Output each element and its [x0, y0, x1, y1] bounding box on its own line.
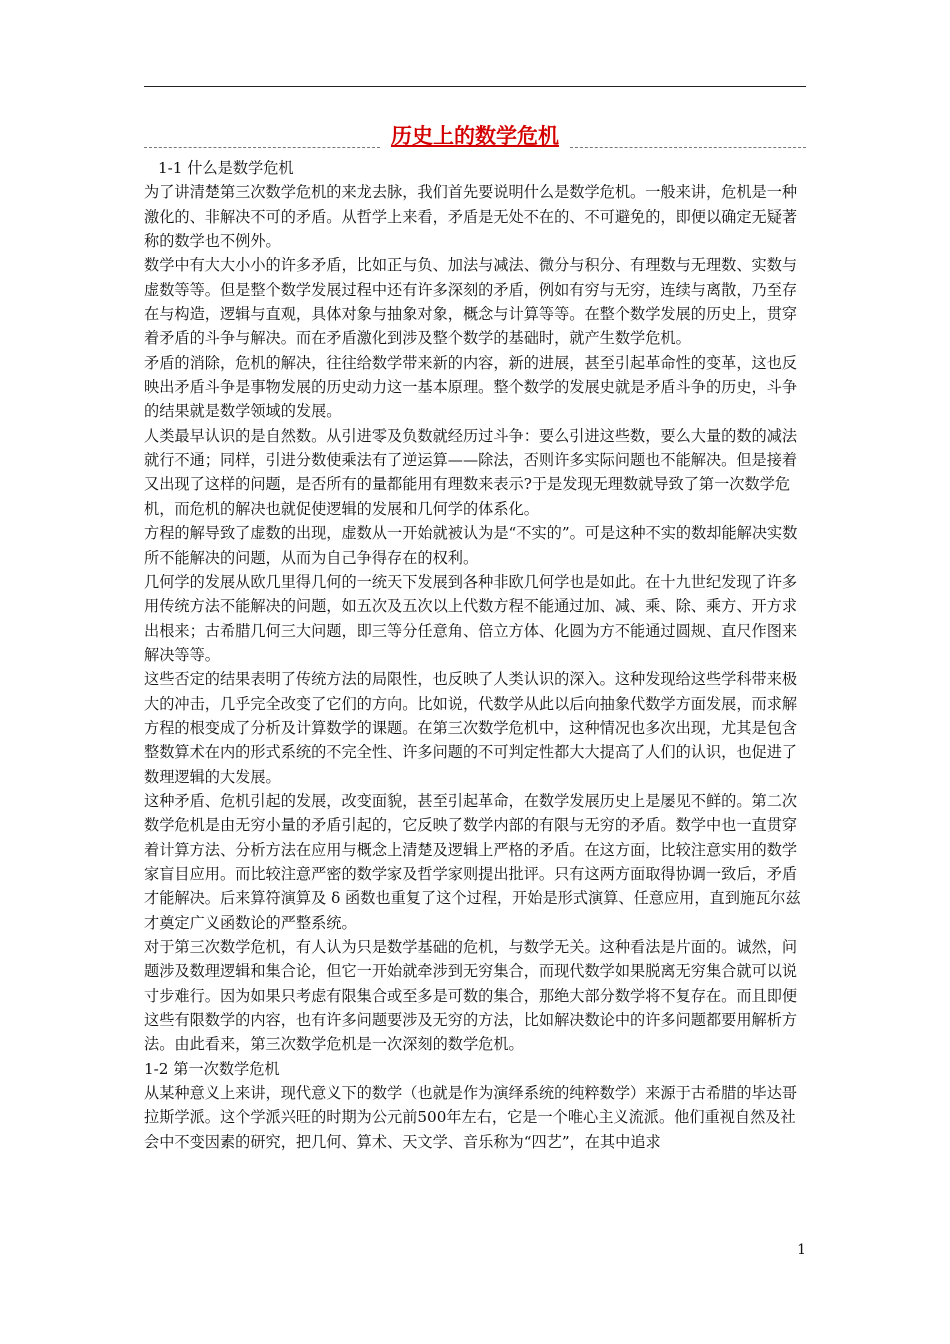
paragraph: 从某种意义上来讲，现代意义下的数学（也就是作为演绎系统的纯粹数学）来源于古希腊的毕达哥拉斯学派。这个学派兴旺的时期为公元前500年左右，它是一个唯心主义流派。他们重视自然及社会中不变因素的研究，把几何、算术、天文学、音乐称为“四艺”，在其中追求: [144, 1084, 798, 1151]
paragraph: 对于第三次数学危机，有人认为只是数学基础的危机，与数学无关。这种看法是片面的。诚然，问题涉及数理逻辑和集合论，但它一开始就牵涉到无穷集合，而现代数学如果脱离无穷集合就可以说寸步难行。因为如果只考虑有限集合或至多是可数的集合，那绝大部分数学将不复存在。而且即便这些有限数学的内容，也有许多问题要涉及无穷的方法，比如解决数论中的许多问题都要用解析方法。由此看来，第三次数学危机是一次深刻的数学危机。: [144, 938, 798, 1054]
paragraph: 数学中有大大小小的许多矛盾，比如正与负、加法与减法、微分与积分、有理数与无理数、实数与虚数等等。但是整个数学发展过程中还有许多深刻的矛盾，例如有穷与无穷，连续与离散，乃至存在与构造，逻辑与直观，具体对象与抽象对象，概念与计算等等。在整个数学发展的历史上，贯穿着矛盾的斗争与解决。而在矛盾激化到涉及整个数学的基础时，就产生数学危机。: [144, 256, 798, 348]
paragraph: 几何学的发展从欧几里得几何的一统天下发展到各种非欧几何学也是如此。在十九世纪发现了许多用传统方法不能解决的问题，如五次及五次以上代数方程不能通过加、减、乘、除、乘方、开方求出根来；古希腊几何三大问题，即三等分任意角、倍立方体、化圆为方不能通过圆规、直尺作图来解决等等。: [144, 572, 798, 664]
paragraph: 方程的解导致了虚数的出现，虚数从一开始就被认为是“不实的”。可是这种不实的数却能解决实数所不能解决的问题，从而为自己争得存在的权利。: [144, 524, 798, 567]
paragraph: 为了讲清楚第三次数学危机的来龙去脉，我们首先要说明什么是数学危机。一般来讲，危机是一种激化的、非解决不可的矛盾。从哲学上来看，矛盾是无处不在的、不可避免的，即便以确定无疑著称的数学也不例外。: [144, 183, 798, 251]
paragraph: 这些否定的结果表明了传统方法的局限性，也反映了人类认识的深入。这种发现给这些学科带来极大的冲击，几乎完全改变了它们的方向。比如说，代数学从此以后向抽象代数学方面发展，而求解方程的根变成了分析及计算数学的课题。在第三次数学危机中，这种情况也多次出现，尤其是包含整数算术在内的形式系统的不完全性、许多问题的不可判定性都大大提高了人们的认识，也促进了数理逻辑的大发展。: [144, 670, 798, 786]
section-heading-1-1: 1-1 什么是数学危机: [158, 159, 294, 177]
paragraph: 这种矛盾、危机引起的发展，改变面貌，甚至引起革命，在数学发展历史上是屡见不鲜的。第二次数学危机是由无穷小量的矛盾引起的，它反映了数学内部的有限与无穷的矛盾。数学中也一直贯穿着计算方法、分析方法在应用与概念上清楚及逻辑上严格的矛盾。在这方面，比较注意实用的数学家盲目应用。而比较注意严密的数学家及哲学家则提出批评。只有这两方面取得协调一致后，矛盾才能解决。后来算符演算及 δ 函数也重复了这个过程，开始是形式演算、任意应用，直到施瓦尔兹才奠定广义函数论的严整系统。: [144, 791, 801, 932]
document-body: [144, 156, 810, 1154]
paragraph: 矛盾的消除，危机的解决，往往给数学带来新的内容，新的进展，甚至引起革命性的变革，这也反映出矛盾斗争是事物发展的历史动力这一基本原理。整个数学的发展史就是矛盾斗争的历史，斗争的结果就是数学领域的发展。: [144, 353, 798, 421]
title-dash-left: [144, 147, 380, 148]
paragraph: 人类最早认识的是自然数。从引进零及负数就经历过斗争：要么引进这些数，要么大量的数的减法就行不通；同样，引进分数使乘法有了逆运算——除法，否则许多实际问题也不能解决。但是接着又出现了这样的问题，是否所有的量都能用有理数来表示?于是发现无理数就导致了第一次数学危机，而危机的解决也就促使逻辑的发展和几何学的体系化。: [144, 426, 798, 518]
document-title: 历史上的数学危机: [391, 124, 559, 148]
title-dash-right: [570, 147, 806, 148]
header-rule: [144, 86, 806, 87]
section-heading-1-2: 1-2 第一次数学危机: [144, 1059, 280, 1078]
page-number: 1: [797, 1242, 806, 1258]
title-row: [144, 122, 806, 150]
